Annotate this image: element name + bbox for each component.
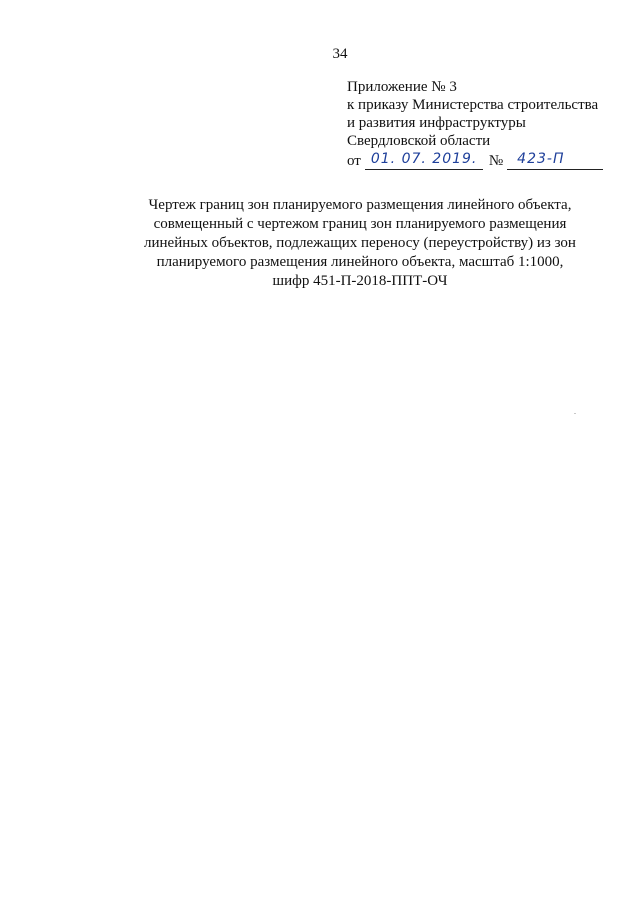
title-line: линейных объектов, подлежащих переносу (переустройству) из зон bbox=[144, 235, 576, 251]
page-number: 34 bbox=[332, 46, 348, 62]
document-title bbox=[70, 196, 640, 291]
number-field bbox=[507, 151, 603, 170]
appendix-line: к приказу Министерства строительства bbox=[347, 97, 599, 113]
scan-speck bbox=[574, 413, 576, 414]
title-line: совмещенный с чертежом границ зон планируемого размещения bbox=[153, 216, 567, 232]
appendix-line: Свердловской области bbox=[347, 133, 491, 149]
handwritten-number: 423-П bbox=[517, 151, 565, 167]
from-label: от bbox=[347, 153, 361, 169]
title-line: планируемого размещения линейного объекта, масштаб 1:1000, bbox=[156, 254, 564, 270]
handwritten-date: 01. 07. 2019. bbox=[370, 151, 478, 167]
appendix-block bbox=[347, 78, 627, 170]
date-field bbox=[365, 151, 483, 170]
appendix-line: Приложение № 3 bbox=[347, 79, 457, 95]
number-label: № bbox=[488, 153, 504, 169]
title-line: шифр 451-П-2018-ППТ-ОЧ bbox=[272, 273, 448, 289]
appendix-line: и развития инфраструктуры bbox=[347, 115, 526, 131]
order-date-number-line bbox=[347, 150, 627, 170]
title-line: Чертеж границ зон планируемого размещения линейного объекта, bbox=[148, 197, 572, 213]
